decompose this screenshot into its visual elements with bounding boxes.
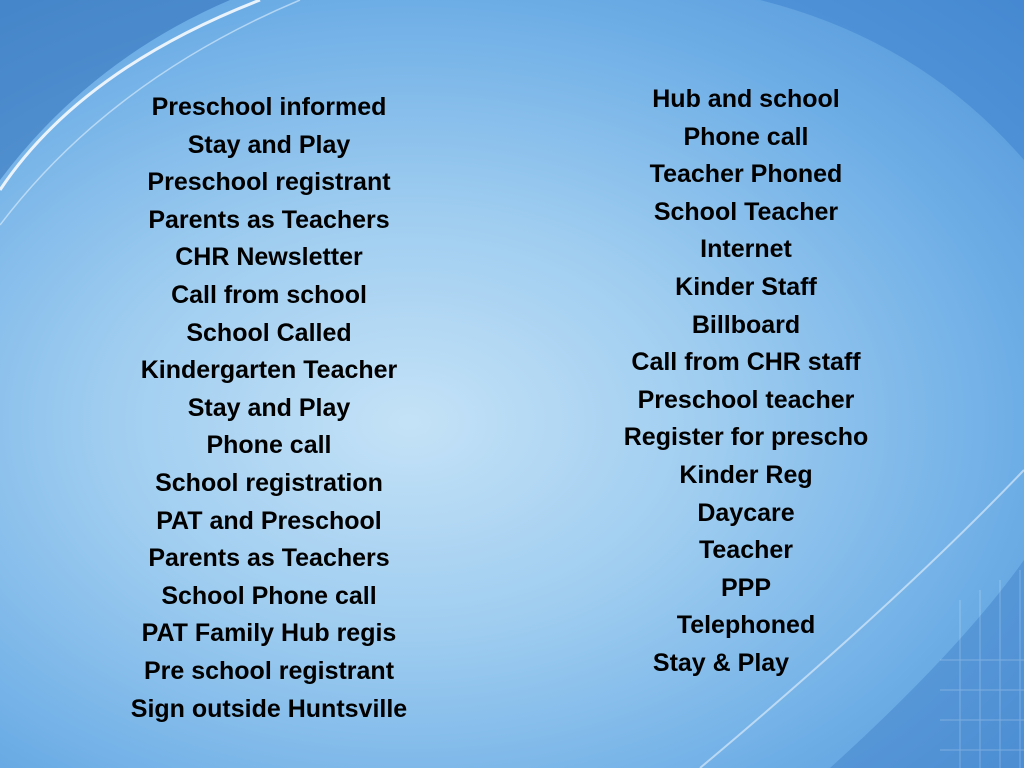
list-item: Preschool informed xyxy=(151,93,387,121)
list-item: Stay and Play xyxy=(187,393,351,422)
list-item: Stay & Play xyxy=(652,648,790,677)
list-item: Phone call xyxy=(683,122,809,151)
list-item: Parents as Teachers xyxy=(148,544,390,573)
list-item: School Teacher xyxy=(653,197,839,226)
list-item: Kinder Reg xyxy=(679,460,813,489)
left-column xyxy=(90,89,448,728)
list-item: Daycare xyxy=(697,498,795,527)
list-item: Billboard xyxy=(691,310,801,339)
list-item: PAT Family Hub regis xyxy=(141,619,397,648)
list-item: Teacher Phoned xyxy=(649,160,843,189)
list-item: School registration xyxy=(155,468,383,497)
right-column xyxy=(590,81,902,683)
list-item: Sign outside Huntsville xyxy=(130,694,408,723)
list-item: School Called xyxy=(186,318,352,347)
list-item: Preschool registrant xyxy=(147,168,391,197)
list-item: Internet xyxy=(700,235,792,264)
list-item: CHR Newsletter xyxy=(175,243,363,272)
list-item: Telephoned xyxy=(676,611,816,640)
list-item: Stay and Play xyxy=(187,130,351,159)
list-item: PAT and Preschool xyxy=(156,506,382,535)
list-item: Call from CHR staff xyxy=(631,348,861,377)
list-item: Call from school xyxy=(171,280,367,309)
list-item: Pre school registrant xyxy=(143,656,395,685)
list-item: Parents as Teachers xyxy=(148,205,390,234)
list-item: Phone call xyxy=(206,431,332,460)
list-item: School Phone call xyxy=(161,581,377,610)
list-item: Register for prescho xyxy=(623,423,869,452)
list-item: Kinder Staff xyxy=(675,272,817,301)
list-item: PPP xyxy=(720,573,772,602)
list-item: Teacher xyxy=(698,536,794,565)
list-item: Kindergarten Teacher xyxy=(140,356,398,385)
list-item: Preschool teacher xyxy=(637,385,855,414)
list-item: Hub and school xyxy=(652,85,840,113)
